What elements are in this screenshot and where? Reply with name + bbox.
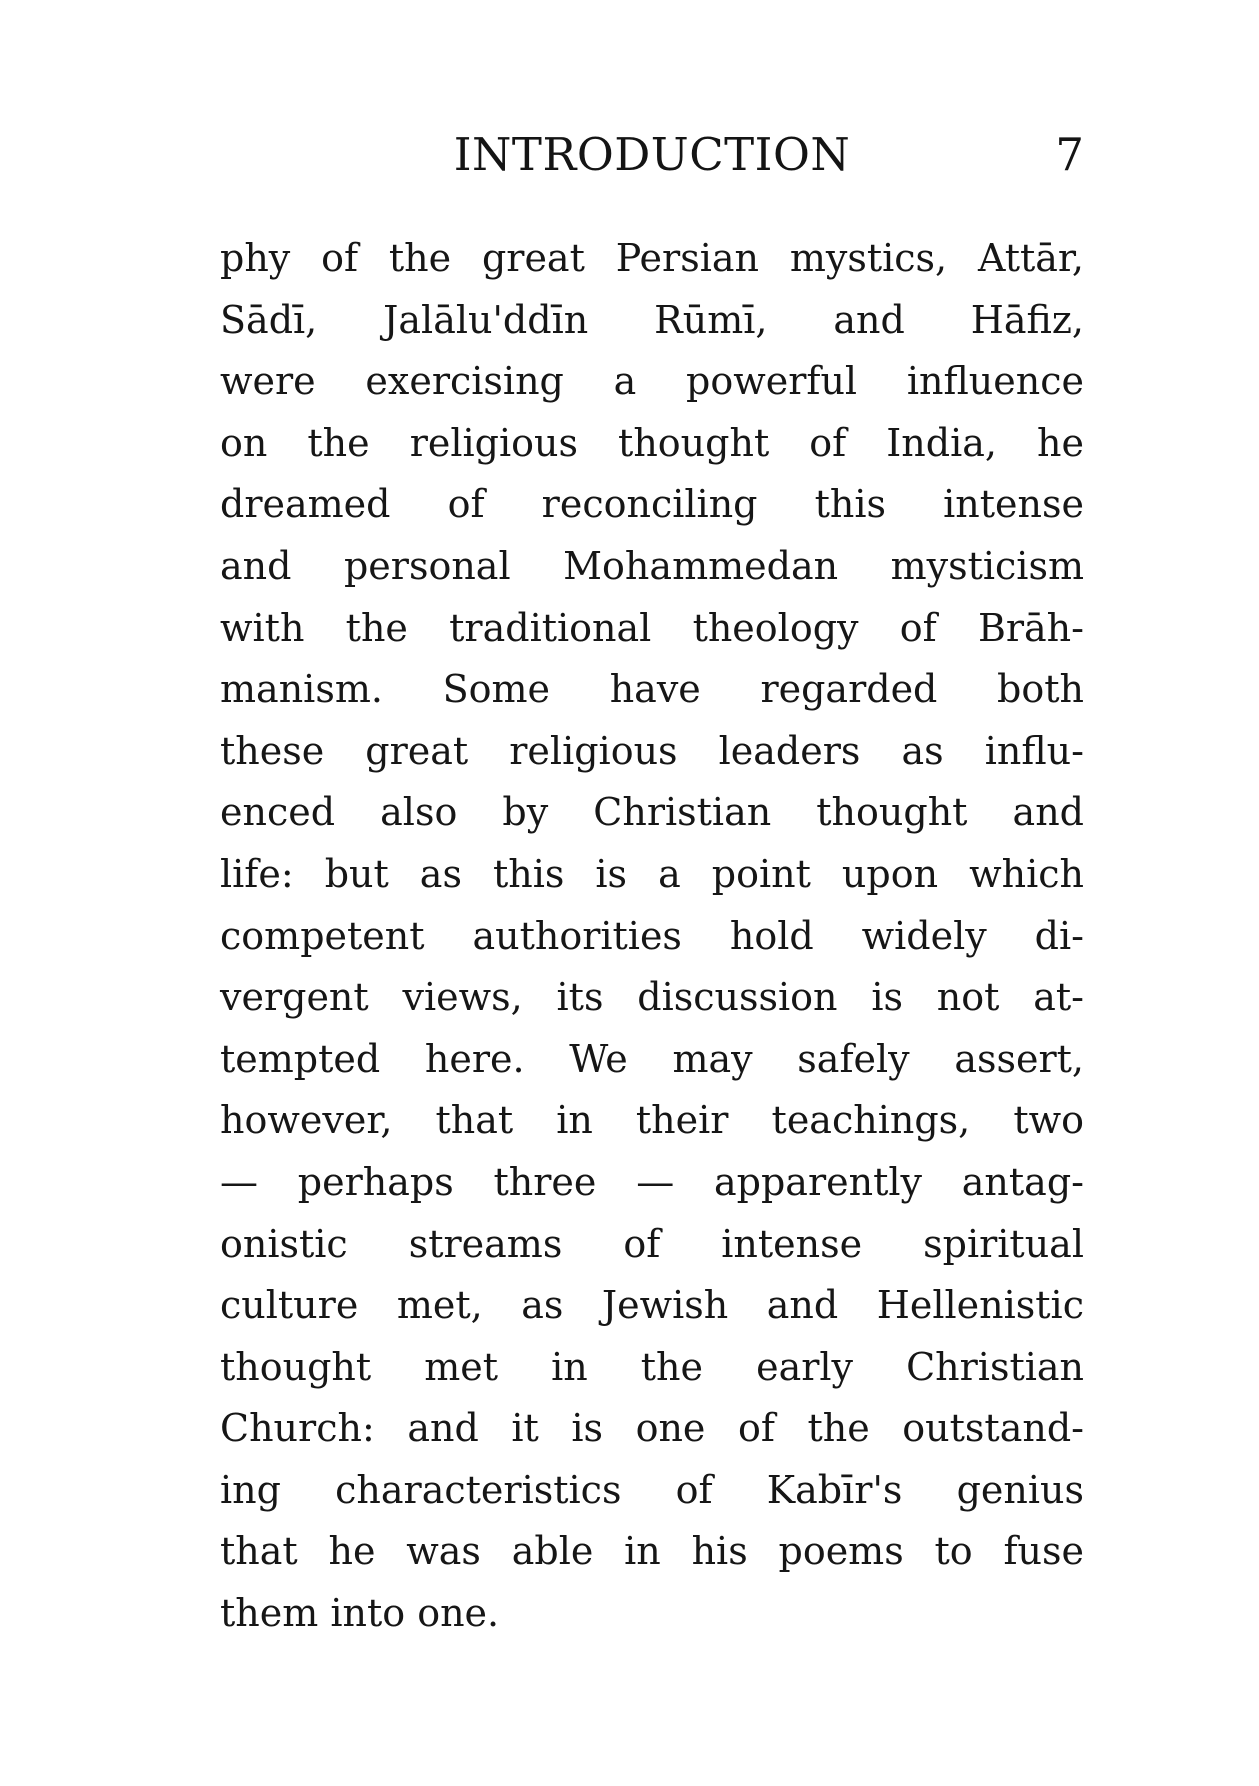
- text-line: ing characteristics of Kabīr's genius: [220, 1467, 1084, 1512]
- text-line: culture met, as Jewish and Hellenistic: [220, 1283, 1084, 1328]
- text-line: thought met in the early Christian: [220, 1344, 1084, 1389]
- text-line: on the religious thought of India, he: [220, 420, 1084, 465]
- text-line: vergent views, its discussion is not at-: [220, 975, 1084, 1020]
- text-line: competent authorities hold widely di-: [220, 913, 1084, 958]
- text-line: manism. Some have regarded both: [220, 667, 1084, 712]
- text-line: life: but as this is a point upon which: [220, 851, 1084, 896]
- text-line: Sādī, Jalālu'ddīn Rūmī, and Hāfiz,: [220, 297, 1084, 342]
- text-line: them into one.: [220, 1591, 500, 1636]
- text-line: phy of the great Persian mystics, Attār,: [220, 236, 1084, 280]
- text-line: dreamed of reconciling this intense: [220, 482, 1084, 527]
- text-line: and personal Mohammedan mysticism: [220, 543, 1084, 588]
- text-line: tempted here. We may safely assert,: [220, 1036, 1084, 1081]
- text-line: with the traditional theology of Brāh-: [220, 605, 1084, 650]
- text-line: were exercising a powerful influence: [220, 359, 1084, 404]
- text-line: onistic streams of intense spiritual: [220, 1221, 1084, 1266]
- text-line: that he was able in his poems to fuse: [220, 1529, 1084, 1574]
- page-number: 7: [1055, 128, 1084, 181]
- text-line: enced also by Christian thought and: [220, 790, 1084, 835]
- running-head: [220, 128, 1084, 188]
- text-line: Church: and it is one of the outstand-: [220, 1406, 1084, 1451]
- text-line: however, that in their teachings, two: [220, 1098, 1084, 1143]
- chapter-title: INTRODUCTION: [453, 128, 851, 181]
- body-text: [220, 228, 1084, 1645]
- text-line: — perhaps three — apparently antag-: [220, 1159, 1084, 1204]
- text-line: these great religious leaders as influ-: [220, 728, 1084, 773]
